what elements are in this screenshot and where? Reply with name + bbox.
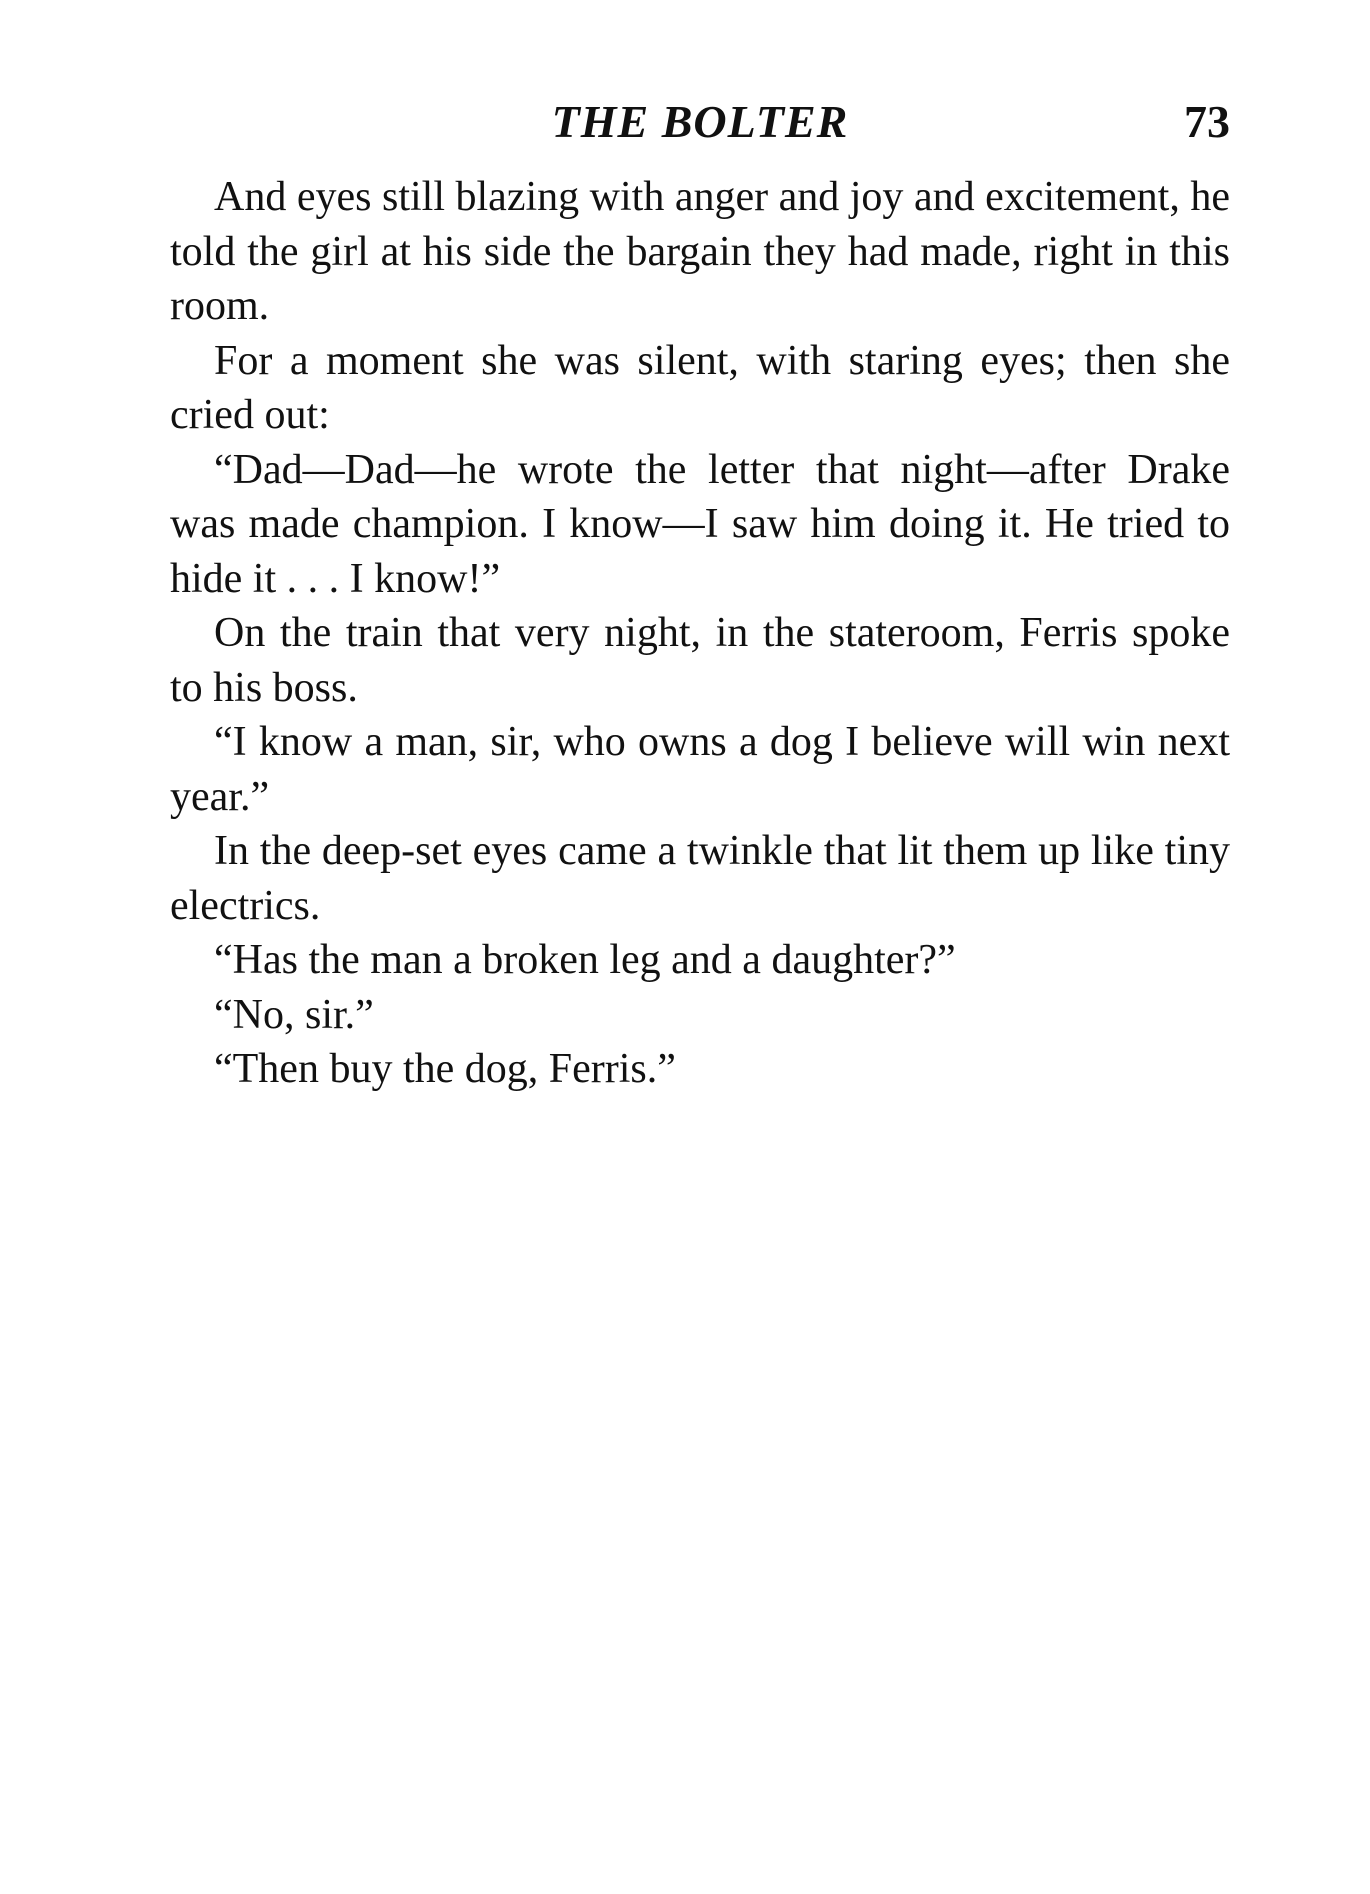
paragraph: “Dad—Dad—he wrote the letter that night—after Drake was made champion. I know—I saw him doing it. He tried to hide it . . . I know!” bbox=[170, 446, 1230, 602]
paragraph: For a moment she was silent, with staring eyes; then she cried out: bbox=[170, 337, 1230, 438]
page-number: 73 bbox=[1184, 96, 1230, 147]
paragraph: And eyes still blazing with anger and joy and excitement, he told the girl at his side the bargain they had made, right in this room. bbox=[170, 174, 1230, 329]
body-text bbox=[170, 170, 1230, 1097]
running-title: THE BOLTER bbox=[551, 96, 849, 147]
paragraph: “No, sir.” bbox=[214, 991, 374, 1038]
paragraph: “Has the man a broken leg and a daughter?” bbox=[214, 937, 956, 983]
paragraph: On the train that very night, in the stateroom, Ferris spoke to his boss. bbox=[170, 610, 1230, 711]
paragraph: “I know a man, sir, who owns a dog I believe will win next year.” bbox=[170, 719, 1230, 820]
paragraph: “Then buy the dog, Ferris.” bbox=[214, 1046, 676, 1092]
running-head bbox=[170, 92, 1230, 152]
paragraph: In the deep-set eyes came a twinkle that lit them up like tiny electrics. bbox=[170, 828, 1230, 929]
